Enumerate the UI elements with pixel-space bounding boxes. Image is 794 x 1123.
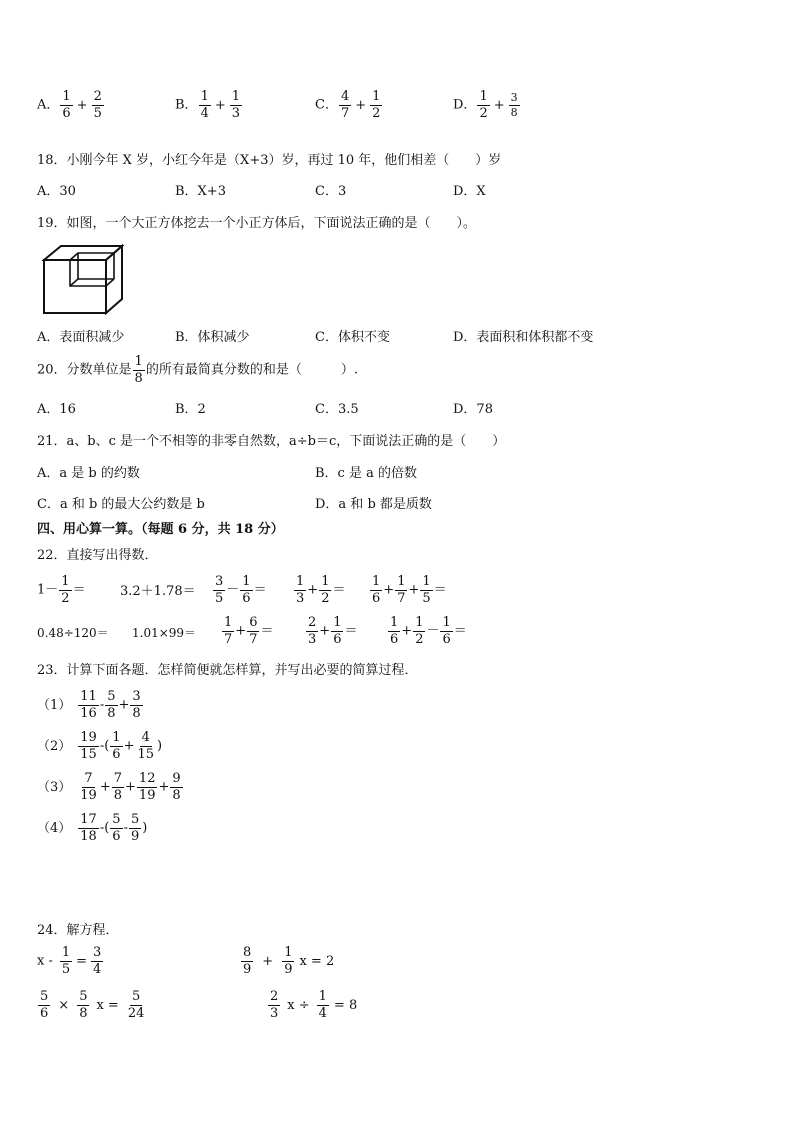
fraction: $\frac{9}{8}$ — [172, 771, 181, 803]
q23-item-4 — [37, 813, 147, 843]
q23-item-label: （2） — [37, 738, 72, 754]
fraction: $\frac{7}{8}$ — [113, 771, 123, 803]
operator: -( — [99, 820, 110, 836]
operator: + — [99, 779, 111, 795]
fraction: $\frac{11}{16}$ — [80, 689, 97, 721]
fraction: $\frac{1}{6}$ — [112, 730, 121, 762]
q17-option-d: D． $\frac{1}{2}$ + $\frac{3}{8}$ — [453, 89, 518, 121]
q20-text: 20．分数单位是 $\frac{1}{8}$ 的所有最简真分数的和是（ ）. — [37, 354, 358, 386]
fraction: $\frac{7}{19}$ — [80, 771, 97, 803]
q24-equation-4: $\frac{2}{3}$ x ÷ $\frac{1}{4}$ = 8 — [270, 989, 358, 1021]
cube-with-cutout-figure — [40, 242, 124, 316]
q21-option-c: C．a 和 b 的最大公约数是 b — [37, 497, 205, 512]
q21-option-a: A．a 是 b 的约数 — [37, 466, 140, 481]
q24-text: 24．解方程． — [37, 923, 119, 938]
q23-item-label: （3） — [37, 779, 72, 795]
q22-r1-expr-3: $\frac{3}{5}$ － $\frac{1}{6}$ ＝ — [215, 574, 267, 606]
q18-option-a: A．30 — [37, 184, 76, 199]
q18-option-b: B．X+3 — [175, 184, 226, 199]
q23-text: 23．计算下面各题．怎样简便就怎样算，并写出必要的简算过程． — [37, 663, 418, 678]
q21-option-b: B．c 是 a 的倍数 — [315, 466, 417, 481]
q22-r1-expr-5: $\frac{1}{6}$ + $\frac{1}{7}$ + $\frac{1}{5}$ ＝ — [372, 574, 447, 606]
operator: ) — [142, 820, 148, 836]
q19-option-d: D．表面积和体积都不变 — [453, 330, 594, 345]
fraction: $\frac{3}{8}$ — [132, 689, 141, 721]
section-4-title: 四、用心算一算。（每题 6 分，共 18 分） — [37, 522, 284, 537]
fraction: $\frac{5}{9}$ — [130, 812, 140, 844]
q22-r1-expr-1: 1－ $\frac{1}{2}$ ＝ — [37, 574, 86, 606]
q20-option-a: A．16 — [37, 402, 76, 417]
operator: + — [118, 697, 130, 713]
q17-option-c: C． $\frac{4}{7}$ + $\frac{1}{2}$ — [315, 89, 381, 121]
q22-r1-expr-4: $\frac{1}{3}$ + $\frac{1}{2}$ ＝ — [296, 574, 346, 606]
q18-option-c: C．3 — [315, 184, 347, 199]
q23-item-3 — [37, 772, 184, 802]
operator: -( — [99, 738, 110, 754]
fraction: $\frac{17}{18}$ — [80, 812, 97, 844]
q19-option-c: C．体积不变 — [315, 330, 390, 345]
fraction: $\frac{19}{15}$ — [80, 730, 97, 762]
q21-text: 21．a、b、c 是一个不相等的非零自然数，a÷b＝c，下面说法正确的是（ ） — [37, 434, 506, 449]
operator: + — [123, 738, 135, 754]
fraction: $\frac{5}{6}$ — [112, 812, 121, 844]
operator: ) — [157, 738, 163, 754]
q24-equation-3: $\frac{5}{6}$ × $\frac{5}{8}$ x = $\frac{5}{24}$ — [40, 989, 145, 1021]
q24-equation-1: x - $\frac{1}{5}$ = $\frac{3}{4}$ — [37, 945, 102, 977]
fraction: $\frac{12}{19}$ — [138, 771, 156, 803]
q23-item-label: （1） — [37, 697, 72, 713]
operator: - — [99, 697, 105, 713]
q20-option-c: C．3.5 — [315, 402, 359, 417]
q20-option-b: B．2 — [175, 402, 206, 417]
q22-r2-expr-5: $\frac{1}{6}$ + $\frac{1}{2}$ － $\frac{1}{6}$ ＝ — [390, 615, 467, 647]
q23-item-1 — [37, 690, 144, 720]
q18-text: 18．小刚今年 X 岁，小红今年是（X+3）岁，再过 10 年，他们相差（ ）岁 — [37, 153, 502, 168]
q20-option-d: D．78 — [453, 402, 493, 417]
operator: + — [158, 779, 170, 795]
q23-item-label: （4） — [37, 820, 72, 836]
q22-r2-expr-2: 1.01×99＝ — [132, 626, 197, 640]
q22-r2-expr-4: $\frac{2}{3}$ + $\frac{1}{6}$ ＝ — [308, 615, 358, 647]
q19-option-b: B．体积减少 — [175, 330, 250, 345]
q17-option-b: B． $\frac{1}{4}$ + $\frac{1}{3}$ — [175, 89, 241, 121]
q21-option-d: D．a 和 b 都是质数 — [315, 497, 432, 512]
q24-equation-2: $\frac{8}{9}$ + $\frac{1}{9}$ x = 2 — [243, 945, 335, 977]
fraction: $\frac{4}{15}$ — [137, 730, 155, 762]
fraction: $\frac{5}{8}$ — [107, 689, 116, 721]
operator: + — [125, 779, 136, 795]
q19-text: 19．如图，一个大正方体挖去一个小正方体后，下面说法正确的是（ ）。 — [37, 216, 477, 231]
q17-option-a: A． $\frac{1}{6}$ + $\frac{2}{5}$ — [37, 89, 102, 121]
q22-r2-expr-3: $\frac{1}{7}$ + $\frac{6}{7}$ ＝ — [224, 615, 274, 647]
operator: - — [123, 820, 128, 836]
q22-text: 22．直接写出得数． — [37, 548, 158, 563]
q19-option-a: A．表面积减少 — [37, 330, 125, 345]
q22-r2-expr-1: 0.48÷120＝ — [37, 626, 109, 640]
q23-item-2 — [37, 731, 162, 761]
q18-option-d: D．X — [453, 184, 486, 199]
q22-r1-expr-2: 3.2＋1.78＝ — [120, 584, 196, 599]
